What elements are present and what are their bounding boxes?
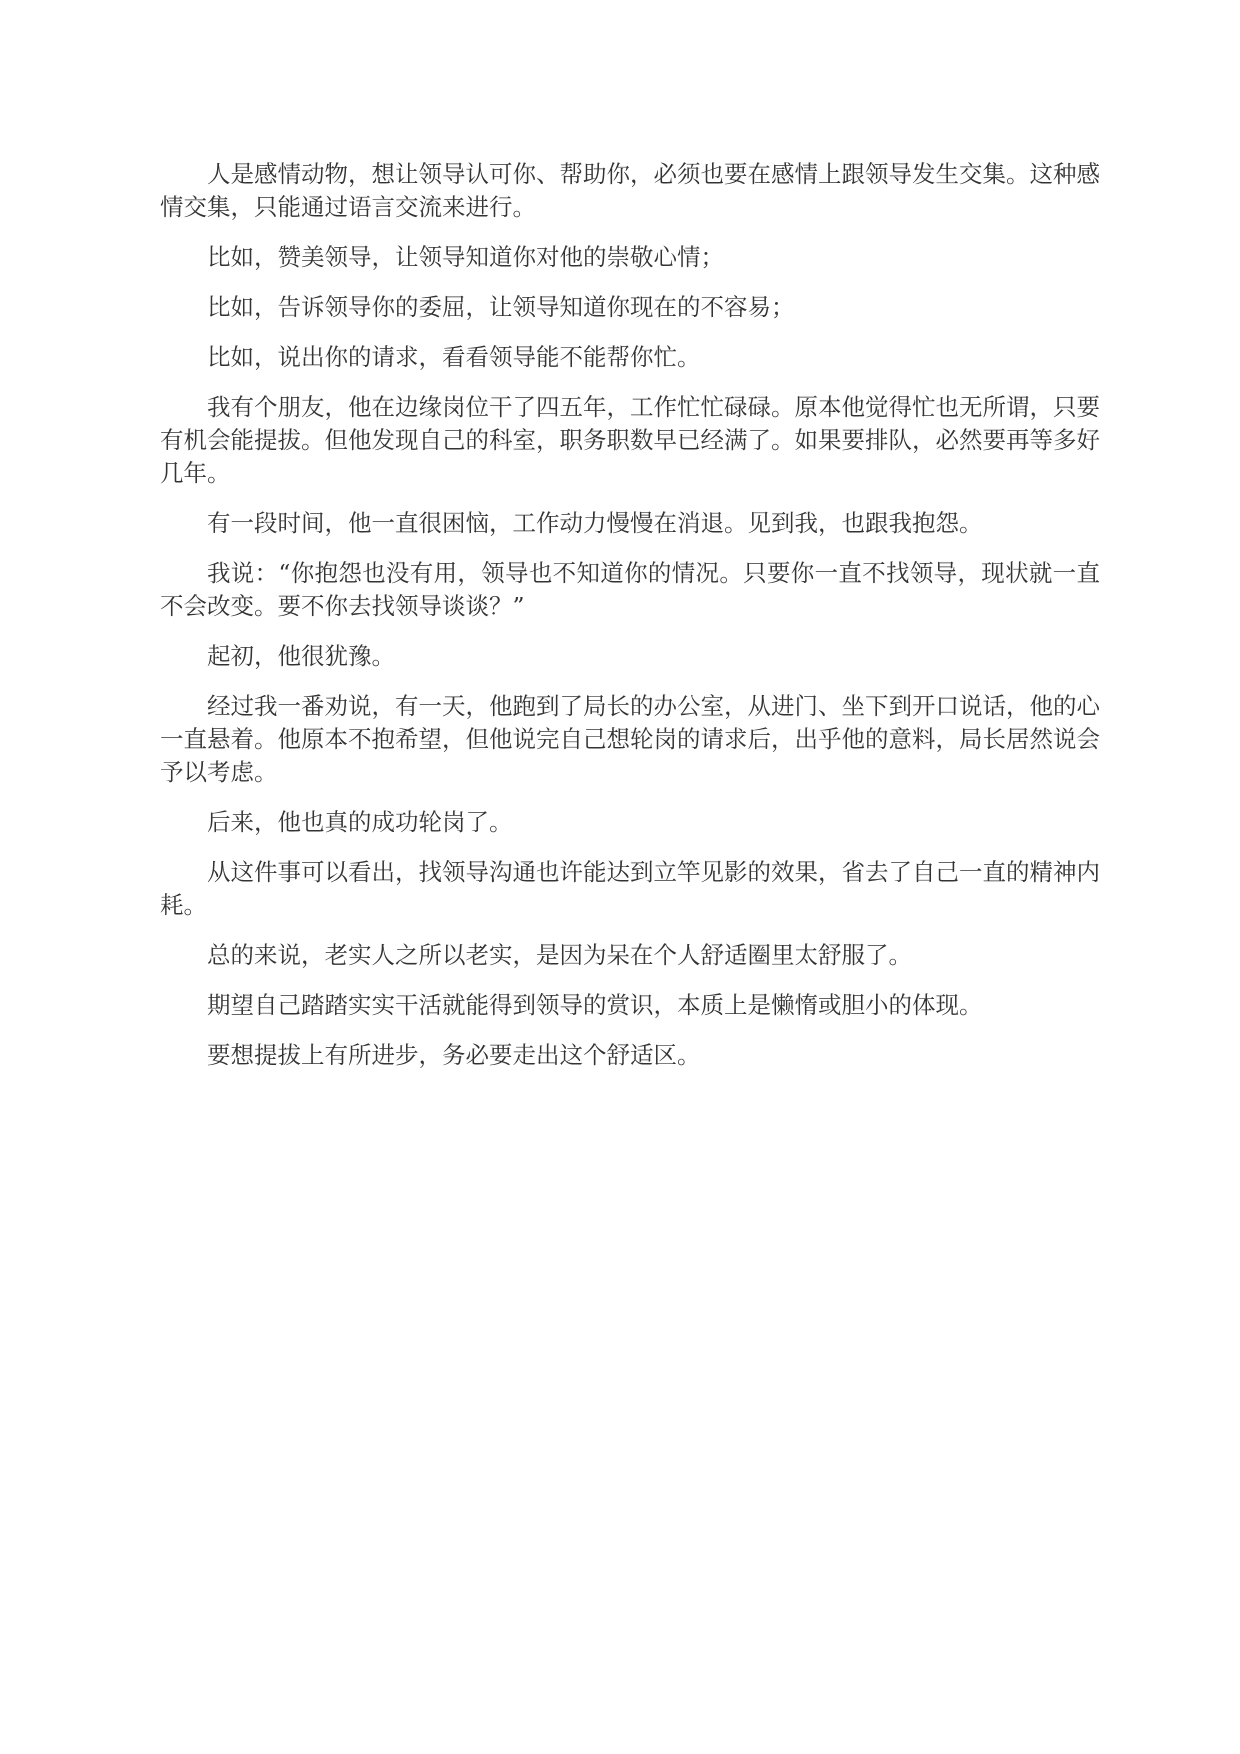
paragraph: 后来，他也真的成功轮岗了。 (207, 808, 513, 836)
paragraph: 经过我一番劝说，有一天，他跑到了局长的办公室，从进门、坐下到开口说话，他的心一直悬着。他原本不抱希望，但他说完自己想轮岗的请求后，出乎他的意料，局长居然说会予以考虑。 (160, 692, 1100, 786)
paragraph: 人是感情动物，想让领导认可你、帮助你，必须也要在感情上跟领导发生交集。这种感情交集，只能通过语言交流来进行。 (160, 160, 1100, 221)
paragraph: 比如，告诉领导你的委屈，让领导知道你现在的不容易； (207, 293, 795, 321)
paragraph: 从这件事可以看出，找领导沟通也许能达到立竿见影的效果，省去了自己一直的精神内耗。 (160, 858, 1100, 919)
paragraph: 我说：“你抱怨也没有用，领导也不知道你的情况。只要你一直不找领导，现状就一直不会改变。要不你去找领导谈谈？” (160, 559, 1100, 620)
paragraph: 要想提拔上有所进步，务必要走出这个舒适区。 (207, 1041, 701, 1069)
document-body (160, 158, 1100, 1089)
paragraph: 比如，赞美领导，让领导知道你对他的崇敬心情； (207, 243, 724, 271)
paragraph: 有一段时间，他一直很困恼，工作动力慢慢在消退。见到我，也跟我抱怨。 (207, 509, 983, 537)
paragraph: 比如，说出你的请求，看看领导能不能帮你忙。 (207, 343, 701, 371)
paragraph: 我有个朋友，他在边缘岗位干了四五年，工作忙忙碌碌。原本他觉得忙也无所谓，只要有机会能提拔。但他发现自己的科室，职务职数早已经满了。如果要排队，必然要再等多好几年。 (160, 393, 1100, 487)
paragraph: 期望自己踏踏实实干活就能得到领导的赏识，本质上是懒惰或胆小的体现。 (207, 991, 983, 1019)
paragraph: 起初，他很犹豫。 (207, 642, 395, 670)
paragraph: 总的来说，老实人之所以老实，是因为呆在个人舒适圈里太舒服了。 (207, 941, 912, 969)
